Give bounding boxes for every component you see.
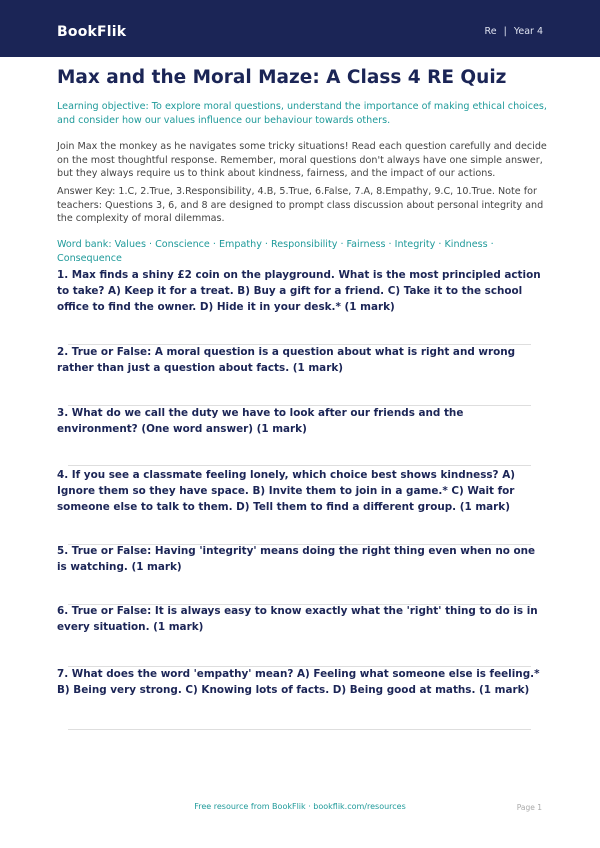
question-3: 3. What do we call the duty we have to look after our friends and the environment? (One word answer) (1 mark) (57, 407, 464, 435)
question-1: 1. Max finds a shiny £2 coin on the playground. What is the most principled action to take? A) Keep it for a treat. B) Buy a gift for a friend. C) Take it to the school office to find the owner. D) Hide it in your desk.* (1 mark) (57, 269, 541, 313)
intro-text: Join Max the monkey as he navigates some tricky situations! Read each question carefully and decide on the most thoughtful response. Remember, moral questions don't always have one simple answer, but they always require us to think about kindness, fairness, and the impact of our actions. (57, 141, 547, 179)
answer-line (68, 465, 531, 466)
header-meta (485, 25, 543, 39)
header-separator: | (503, 26, 507, 37)
subject-label: Re (484, 26, 497, 37)
question-6: 6. True or False: It is always easy to know exactly what the 'right' thing to do is in every situation. (1 mark) (57, 605, 538, 633)
page-title: Max and the Moral Maze: A Class 4 RE Quiz (57, 67, 507, 88)
learning-objective: Learning objective: To explore moral questions, understand the importance of making ethical choices, and consider how our values influence our behaviour towards others. (57, 101, 547, 126)
year-label: Year 4 (513, 26, 543, 37)
answer-line (68, 729, 531, 730)
question-2: 2. True or False: A moral question is a question about what is right and wrong rather than just a question about facts. (1 mark) (57, 346, 516, 374)
answer-key: Answer Key: 1.C, 2.True, 3.Responsibility, 4.B, 5.True, 6.False, 7.A, 8.Empathy, 9.C, 10.True. Note for teachers: Questions 3, 6, and 8 are designed to prompt class discussion about personal integrity and the complexity of moral dilemmas. (57, 186, 544, 224)
page-header (0, 0, 600, 57)
brand-logo: BookFlik (57, 24, 127, 40)
question-5: 5. True or False: Having 'integrity' means doing the right thing even when no one is watching. (1 mark) (57, 545, 536, 573)
page-number: Page 1 (516, 803, 542, 812)
word-bank: Word bank: Values · Conscience · Empathy · Responsibility · Fairness · Integrity · Kindness · Consequence (57, 239, 494, 264)
question-7: 7. What does the word 'empathy' mean? A) Feeling what someone else is feeling.* B) Being very strong. C) Knowing lots of facts. D) Being good at maths. (1 mark) (57, 668, 540, 696)
footer-link[interactable]: Free resource from BookFlik · bookflik.com/resources (194, 802, 406, 811)
question-4: 4. If you see a classmate feeling lonely, which choice best shows kindness? A) Ignore them so they have space. B) Invite them to join in a game.* C) Wait for someone else to talk to them. D) Tell them to find a different group. (1 mark) (57, 469, 515, 513)
